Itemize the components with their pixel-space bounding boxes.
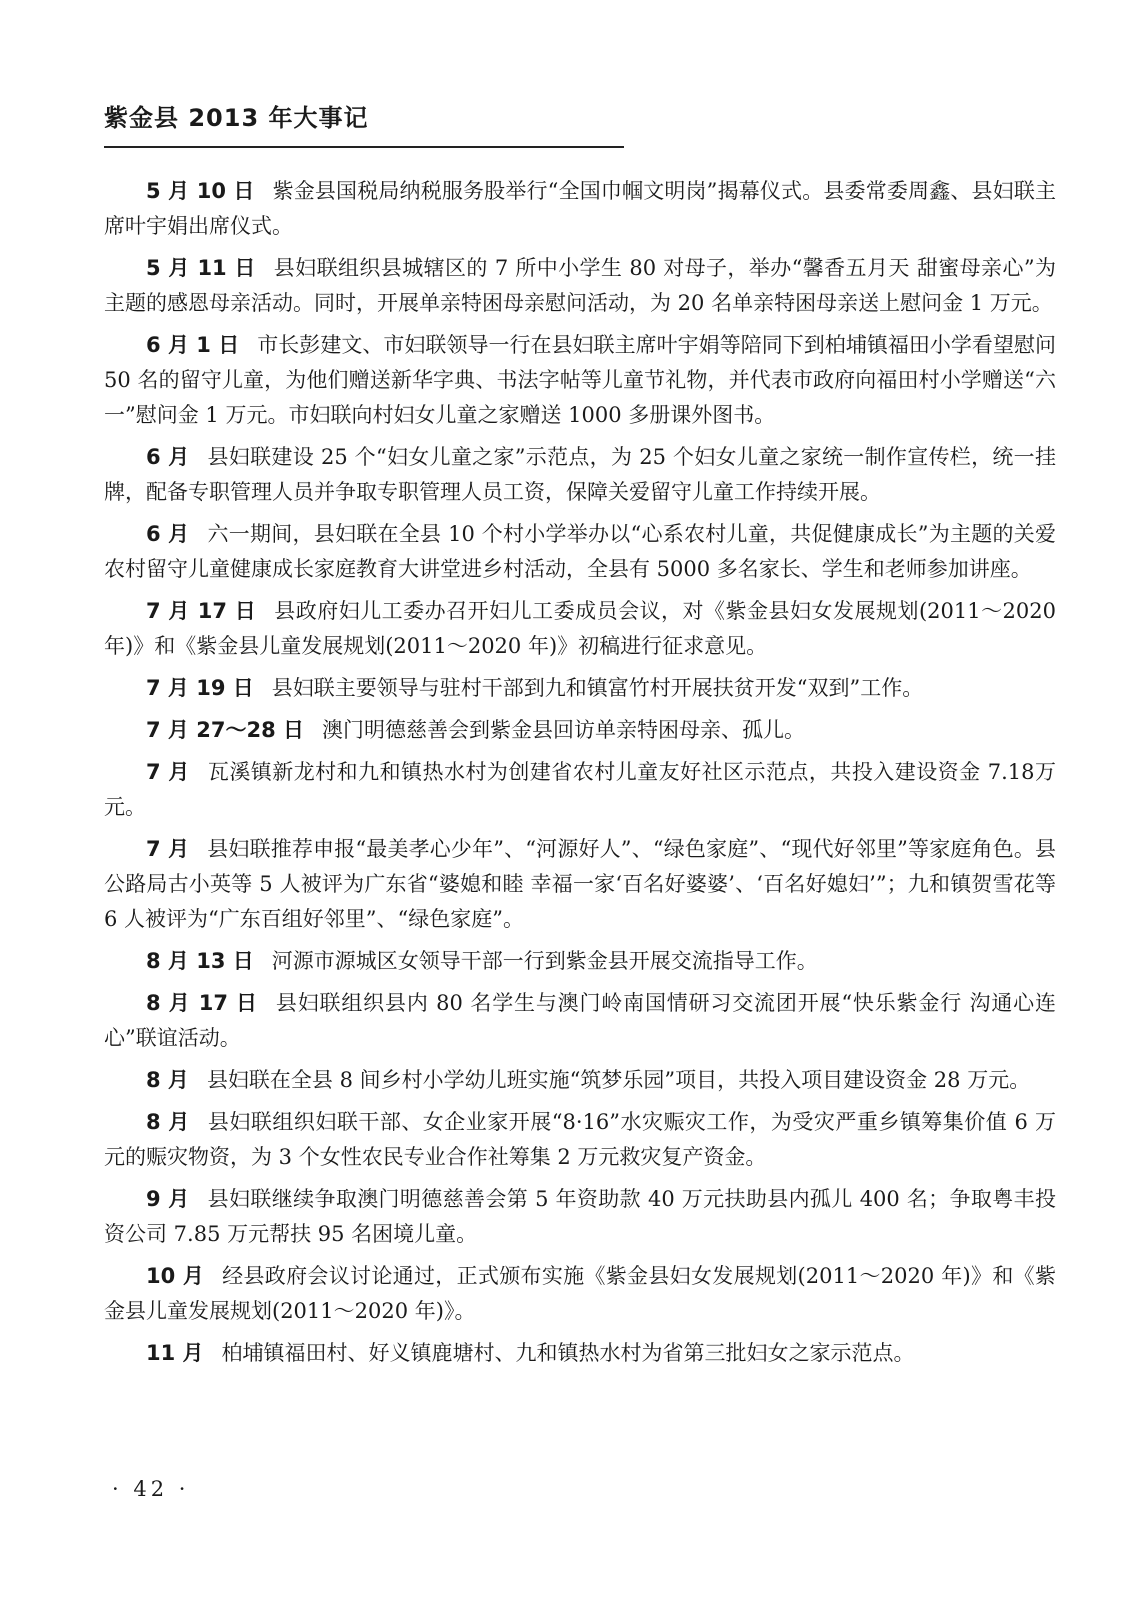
entry-text: 紫金县国税局纳税服务股举行“全国巾帼文明岗”揭幕仪式。县委常委周鑫、县妇联主席叶宇娟出席仪式。 <box>104 179 1056 238</box>
entry-date: 7 月 17 日 <box>146 599 257 623</box>
chronicle-entry <box>104 1182 1056 1252</box>
entry-date: 10 月 <box>146 1264 205 1288</box>
entry-date: 7 月 <box>146 760 190 784</box>
entry-date: 8 月 17 日 <box>146 991 258 1015</box>
chronicle-entry <box>104 832 1056 937</box>
chronicle-entry <box>104 713 1056 748</box>
entry-date: 9 月 <box>146 1187 190 1211</box>
chronicle-content <box>104 174 1056 1378</box>
entry-text: 县妇联主要领导与驻村干部到九和镇富竹村开展扶贫开发“双到”工作。 <box>271 676 924 700</box>
entry-text: 瓦溪镇新龙村和九和镇热水村为创建省农村儿童友好社区示范点，共投入建设资金 7.18万元。 <box>104 760 1056 819</box>
entry-text: 县妇联组织县城辖区的 7 所中小学生 80 对母子，举办“馨香五月天 甜蜜母亲心”为主题的感恩母亲活动。同时，开展单亲特困母亲慰问活动，为 20 名单亲特困母亲送上慰问金 1 万元。 <box>104 256 1056 315</box>
entry-date: 7 月 19 日 <box>146 676 254 700</box>
entry-text: 县妇联推荐申报“最美孝心少年”、“河源好人”、“绿色家庭”、“现代好邻里”等家庭角色。县公路局古小英等 5 人被评为广东省“婆媳和睦 幸福一家‘百名好婆婆’、‘百名好媳妇’”；九和镇贺雪花等 6 人被评为“广东百组好邻里”、“绿色家庭”。 <box>104 837 1056 931</box>
entry-date: 6 月 <box>146 445 190 469</box>
page-number: · 42 · <box>112 1477 190 1501</box>
entry-text: 县妇联继续争取澳门明德慈善会第 5 年资助款 40 万元扶助县内孤儿 400 名；争取粤丰投资公司 7.85 万元帮扶 95 名困境儿童。 <box>104 1187 1056 1246</box>
entry-text: 县妇联在全县 8 间乡村小学幼儿班实施“筑梦乐园”项目，共投入项目建设资金 28 万元。 <box>206 1068 1031 1092</box>
entry-date: 6 月 1 日 <box>146 333 240 357</box>
entry-date: 5 月 11 日 <box>146 256 256 280</box>
chronicle-entry <box>104 1336 1056 1371</box>
entry-text: 县妇联组织县内 80 名学生与澳门岭南国情研习交流团开展“快乐紫金行 沟通心连心”联谊活动。 <box>104 991 1056 1050</box>
entry-text: 六一期间，县妇联在全县 10 个村小学举办以“心系农村儿童，共促健康成长”为主题的关爱农村留守儿童健康成长家庭教育大讲堂进乡村活动，全县有 5000 多名家长、学生和老师参加讲座。 <box>104 522 1056 581</box>
chronicle-entry <box>104 174 1056 244</box>
chronicle-entry <box>104 986 1056 1056</box>
chronicle-entry <box>104 251 1056 321</box>
chronicle-entry <box>104 755 1056 825</box>
entry-text: 县政府妇儿工委办召开妇儿工委成员会议，对《紫金县妇女发展规划(2011～2020 年)》和《紫金县儿童发展规划(2011～2020 年)》初稿进行征求意见。 <box>104 599 1057 658</box>
entry-date: 7 月 27～28 日 <box>146 718 304 742</box>
entry-date: 11 月 <box>146 1341 204 1365</box>
chronicle-entry <box>104 517 1056 587</box>
entry-date: 8 月 <box>146 1110 190 1134</box>
chronicle-entry <box>104 944 1056 979</box>
entry-date: 8 月 13 日 <box>146 949 254 973</box>
entry-text: 澳门明德慈善会到紫金县回访单亲特困母亲、孤儿。 <box>322 718 805 742</box>
entry-text: 县妇联建设 25 个“妇女儿童之家”示范点，为 25 个妇女儿童之家统一制作宣传栏，统一挂牌，配备专职管理人员并争取专职管理人员工资，保障关爱留守儿童工作持续开展。 <box>104 445 1056 504</box>
entry-date: 6 月 <box>146 522 190 546</box>
chronicle-entry <box>104 440 1056 510</box>
entry-date: 7 月 <box>146 837 190 861</box>
chronicle-entry <box>104 1259 1056 1329</box>
chronicle-entry <box>104 328 1056 433</box>
chronicle-entry <box>104 1105 1056 1175</box>
header-divider <box>104 146 624 148</box>
entry-text: 县妇联组织妇联干部、女企业家开展“8·16”水灾赈灾工作，为受灾严重乡镇筹集价值 6 万元的赈灾物资，为 3 个女性农民专业合作社筹集 2 万元救灾复产资金。 <box>104 1110 1056 1169</box>
entry-text: 河源市源城区女领导干部一行到紫金县开展交流指导工作。 <box>271 949 818 973</box>
entry-text: 经县政府会议讨论通过，正式颁布实施《紫金县妇女发展规划(2011～2020 年)》和《紫金县儿童发展规划(2011～2020 年)》。 <box>104 1264 1056 1323</box>
entry-text: 柏埔镇福田村、好义镇鹿塘村、九和镇热水村为省第三批妇女之家示范点。 <box>221 1341 915 1365</box>
entry-text: 市长彭建文、市妇联领导一行在县妇联主席叶宇娟等陪同下到柏埔镇福田小学看望慰问 50 名的留守儿童，为他们赠送新华字典、书法字帖等儿童节礼物，并代表市政府向福田村小学赠送“六一”慰问金 1 万元。市妇联向村妇女儿童之家赠送 1000 多册课外图书。 <box>104 333 1056 427</box>
entry-date: 8 月 <box>146 1068 189 1092</box>
chronicle-entry <box>104 594 1056 664</box>
chronicle-entry <box>104 671 1056 706</box>
entry-date: 5 月 10 日 <box>146 179 255 203</box>
page-header-title: 紫金县 2013 年大事记 <box>104 104 369 132</box>
chronicle-entry <box>104 1063 1056 1098</box>
